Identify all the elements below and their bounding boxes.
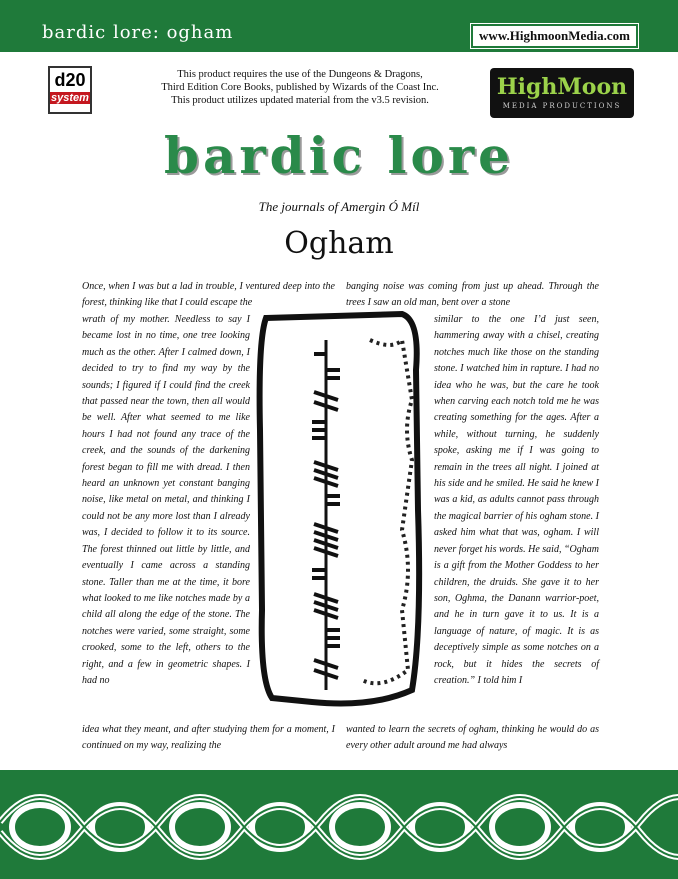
d20-logo-number: d20 (54, 70, 86, 90)
license-notice (140, 68, 460, 107)
notice-line-2: Third Edition Core Books, published by Wizards of the Coast Inc. (161, 82, 439, 93)
publisher-logo-tag: MEDIA PRODUCTIONS (502, 102, 622, 110)
left-bottom-paragraph: idea what they meant, and after studying them for a moment, I continued on my way, realizing the (82, 724, 335, 752)
notice-line-1: This product requires the use of the Dungeons & Dragons, (177, 69, 423, 80)
header-title: bardic lore: ogham (42, 22, 234, 43)
website-link[interactable]: www.HighmoonMedia.com (471, 24, 638, 48)
notice-line-3: This product utilizes updated material from the v3.5 revision. (171, 95, 429, 106)
right-bottom-paragraph: wanted to learn the secrets of ogham, thinking he would do as every other adult around me had always (346, 724, 599, 752)
subtitle: The journals of Amergin Ó Míl (258, 199, 420, 214)
header-bar (0, 0, 678, 52)
d20-system-logo (48, 66, 92, 114)
publisher-logo-name: HighMoon (496, 74, 628, 100)
left-top-paragraph: Once, when I was but a lad in trouble, I ventured deep into the forest, thinking like that I could escape the (82, 281, 335, 309)
right-wrapped-paragraph: similar to the one I’d just seen, hammering away with a chisel, creating notches much like those on the standing stone. I watched him in rapture. I had no idea who he was, but the care he took when carving each notch told me he was creating something for the ages. After a while, without turning, he suddenly spoke, asking me if I was going to remain in the trees all night. I joined at his side and he smiled. He said he knew I was a kid, as adults cannot pass through the magical barrier of his ogham stone. I asked him what that was, ogham. I will never forget his words. He said, “Ogham is a gift from the Mother Goddess to her children, the druids. She gave it to her son, Oghma, the Danann warrior-poet, and he in turn gave it to us. It is a language of nature, of magic. It is as deceptively simple as some notches on a rock, but it hides the secrets of creation.” I told him I (434, 314, 599, 686)
left-wrapped-paragraph: wrath of my mother. Needless to say I became lost in no time, one tree looking much as the other. After I calmed down, I decided to try to find my way by the sounds; I figured if I could find the creek that passed near the town, then all would be well. After what seemed to me like hours I had not found any trace of the creek, and the sounds of the darkening forest began to fill me with dread. I then heard an unknown yet constant banging noise, like metal on metal, and thinking I could not be any more lost than I already was, I decided to follow it to its source. The forest thinned out little by little, and eventually I came across a standing stone. Taller than me at the time, it bore what looked to me like notches made by a child all along the edge of the stone. The notches were varied, some straight, some crooked, some to the left, others to the right, and a few in geometric shapes. I had no (82, 314, 250, 686)
highmoon-logo (490, 68, 634, 118)
section-title: Ogham (284, 226, 394, 261)
ogham-stone-illustration (252, 310, 428, 714)
celtic-knot-border (0, 762, 678, 879)
d20-logo-label: system (51, 92, 89, 104)
main-title: bardic lore (163, 126, 514, 185)
right-top-paragraph: banging noise was coming from just up ahead. Through the trees I saw an old man, bent over a stone (346, 281, 599, 309)
